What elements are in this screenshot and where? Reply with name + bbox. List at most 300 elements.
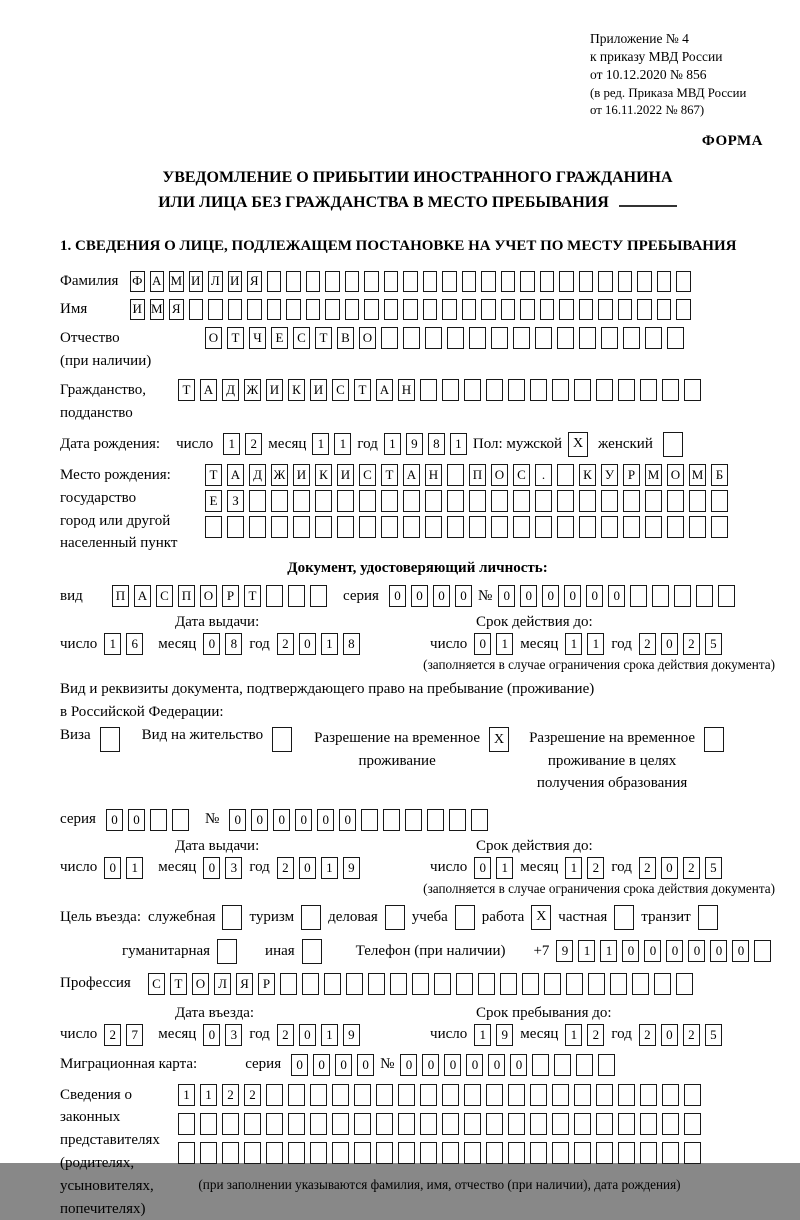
reps-row2-cell[interactable] [530, 1113, 547, 1135]
reps-row1-cell[interactable] [398, 1084, 415, 1106]
id-number-cell[interactable]: 0 [542, 585, 559, 607]
birthplace-row2-cell[interactable] [447, 490, 464, 512]
reps-row3-cell[interactable] [420, 1142, 437, 1164]
stay-day-cell[interactable]: 9 [496, 1024, 513, 1046]
surname-cell[interactable] [306, 271, 321, 292]
birthplace-row3-cell[interactable] [293, 516, 310, 538]
reps-row2-cell[interactable] [442, 1113, 459, 1135]
reps-row1-cell[interactable] [376, 1084, 393, 1106]
reps-row3-cell[interactable] [354, 1142, 371, 1164]
reps-row3-cell[interactable] [640, 1142, 657, 1164]
res-valid-year-cell[interactable]: 2 [639, 857, 656, 879]
birthplace-row1-cell[interactable]: П [469, 464, 486, 486]
name-cell[interactable] [208, 299, 223, 320]
reps-row1-cell[interactable] [288, 1084, 305, 1106]
profession-cell[interactable]: Я [236, 973, 253, 995]
birthplace-row3-cell[interactable] [271, 516, 288, 538]
surname-cell[interactable] [403, 271, 418, 292]
reps-row3-cell[interactable] [464, 1142, 481, 1164]
reps-row2-cell[interactable] [266, 1113, 283, 1135]
res-issue-year-cell[interactable]: 2 [277, 857, 294, 879]
reps-row1-cell[interactable]: 2 [244, 1084, 261, 1106]
reps-row1-cell[interactable] [596, 1084, 613, 1106]
id-number-cell[interactable] [718, 585, 735, 607]
birthplace-row2-cell[interactable] [337, 490, 354, 512]
birthplace-row2-cell[interactable] [469, 490, 486, 512]
birthplace-row1-cell[interactable]: Т [205, 464, 222, 486]
birth-month-cell[interactable]: 1 [334, 433, 351, 455]
profession-cell[interactable] [390, 973, 407, 995]
purpose-work-cell[interactable]: X [531, 905, 551, 930]
entry-year-cell[interactable]: 1 [321, 1024, 338, 1046]
reps-row3-cell[interactable] [178, 1142, 195, 1164]
reps-row1-cell[interactable] [354, 1084, 371, 1106]
name-cell[interactable] [286, 299, 301, 320]
id-valid-day-cell[interactable]: 0 [474, 633, 491, 655]
patronymic-cell[interactable]: Е [271, 327, 288, 349]
citizenship-cell[interactable] [596, 379, 613, 401]
reps-row1-cell[interactable] [486, 1084, 503, 1106]
surname-cell[interactable]: Я [247, 271, 262, 292]
birthplace-row1-cell[interactable]: Ж [271, 464, 288, 486]
profession-cell[interactable] [610, 973, 627, 995]
reps-row1-cell[interactable]: 2 [222, 1084, 239, 1106]
birthplace-row1-cell[interactable]: А [227, 464, 244, 486]
id-series-cell[interactable]: 0 [389, 585, 406, 607]
phone-cell[interactable]: 1 [578, 940, 595, 962]
res-number-cell[interactable]: 0 [339, 809, 356, 831]
profession-cell[interactable] [280, 973, 297, 995]
name-cell[interactable] [423, 299, 438, 320]
id-number-cell[interactable]: 0 [520, 585, 537, 607]
citizenship-cell[interactable] [640, 379, 657, 401]
purpose-transit-cell[interactable] [698, 905, 718, 930]
profession-cell[interactable] [588, 973, 605, 995]
birthplace-row3-cell[interactable] [249, 516, 266, 538]
name-cell[interactable] [228, 299, 243, 320]
res-issue-day-cell[interactable]: 1 [126, 857, 143, 879]
birthplace-row2-cell[interactable] [711, 490, 728, 512]
patronymic-cell[interactable] [601, 327, 618, 349]
res-series-cell[interactable]: 0 [106, 809, 123, 831]
birthplace-row3-cell[interactable] [689, 516, 706, 538]
profession-cell[interactable] [434, 973, 451, 995]
birthplace-row1-cell[interactable]: О [491, 464, 508, 486]
id-series-cell[interactable]: 0 [433, 585, 450, 607]
birthplace-row1-cell[interactable]: Н [425, 464, 442, 486]
reps-row3-cell[interactable] [288, 1142, 305, 1164]
mig-series-cell[interactable]: 0 [313, 1054, 330, 1076]
reps-row2-cell[interactable] [354, 1113, 371, 1135]
surname-cell[interactable]: И [228, 271, 243, 292]
id-number-cell[interactable]: 0 [564, 585, 581, 607]
res-valid-year-cell[interactable]: 0 [661, 857, 678, 879]
id-number-cell[interactable]: 0 [586, 585, 603, 607]
surname-cell[interactable] [345, 271, 360, 292]
purpose-study-cell[interactable] [455, 905, 475, 930]
surname-cell[interactable]: М [169, 271, 184, 292]
patronymic-cell[interactable]: С [293, 327, 310, 349]
birthplace-row3-cell[interactable] [227, 516, 244, 538]
id-valid-month-cell[interactable]: 1 [587, 633, 604, 655]
patronymic-cell[interactable]: В [337, 327, 354, 349]
res-number-cell[interactable] [405, 809, 422, 831]
birthplace-row3-cell[interactable] [667, 516, 684, 538]
reps-row1-cell[interactable] [640, 1084, 657, 1106]
citizenship-cell[interactable] [420, 379, 437, 401]
birthplace-row1-cell[interactable]: Д [249, 464, 266, 486]
patronymic-cell[interactable] [667, 327, 684, 349]
stay-year-cell[interactable]: 5 [705, 1024, 722, 1046]
mig-number-cell[interactable]: 0 [400, 1054, 417, 1076]
reps-row1-cell[interactable] [618, 1084, 635, 1106]
name-cell[interactable] [637, 299, 652, 320]
citizenship-cell[interactable] [508, 379, 525, 401]
id-issue-day-cell[interactable]: 6 [126, 633, 143, 655]
id-series-cell[interactable]: 0 [455, 585, 472, 607]
citizenship-cell[interactable] [530, 379, 547, 401]
profession-cell[interactable] [676, 973, 693, 995]
phone-cell[interactable]: 0 [666, 940, 683, 962]
doc-type-cell[interactable] [288, 585, 305, 607]
patronymic-cell[interactable] [645, 327, 662, 349]
birthplace-row3-cell[interactable] [205, 516, 222, 538]
reps-row1-cell[interactable]: 1 [200, 1084, 217, 1106]
citizenship-cell[interactable] [442, 379, 459, 401]
reps-row3-cell[interactable] [200, 1142, 217, 1164]
birthplace-row3-cell[interactable] [601, 516, 618, 538]
birth-year-cell[interactable]: 1 [450, 433, 467, 455]
birth-year-cell[interactable]: 8 [428, 433, 445, 455]
reps-row3-cell[interactable] [574, 1142, 591, 1164]
doc-type-cell[interactable]: С [156, 585, 173, 607]
res-issue-month-cell[interactable]: 0 [203, 857, 220, 879]
birth-month-cell[interactable]: 1 [312, 433, 329, 455]
patronymic-cell[interactable] [623, 327, 640, 349]
citizenship-cell[interactable]: Т [178, 379, 195, 401]
name-cell[interactable]: И [130, 299, 145, 320]
birth-day-cell[interactable]: 2 [245, 433, 262, 455]
birthplace-row3-cell[interactable] [381, 516, 398, 538]
reps-row3-cell[interactable] [596, 1142, 613, 1164]
reps-row2-cell[interactable] [508, 1113, 525, 1135]
birthplace-row3-cell[interactable] [579, 516, 596, 538]
res-valid-month-cell[interactable]: 2 [587, 857, 604, 879]
birthplace-row2-cell[interactable] [623, 490, 640, 512]
name-cell[interactable]: М [150, 299, 165, 320]
name-cell[interactable] [481, 299, 496, 320]
visa-cell[interactable] [100, 727, 120, 752]
birth-day-cell[interactable]: 1 [223, 433, 240, 455]
id-number-cell[interactable] [630, 585, 647, 607]
patronymic-cell[interactable] [535, 327, 552, 349]
reps-row2-cell[interactable] [200, 1113, 217, 1135]
birthplace-row2-cell[interactable]: З [227, 490, 244, 512]
patronymic-cell[interactable] [491, 327, 508, 349]
patronymic-cell[interactable] [403, 327, 420, 349]
reps-row2-cell[interactable] [464, 1113, 481, 1135]
id-valid-year-cell[interactable]: 0 [661, 633, 678, 655]
birthplace-row2-cell[interactable] [601, 490, 618, 512]
stay-year-cell[interactable]: 0 [661, 1024, 678, 1046]
name-cell[interactable] [345, 299, 360, 320]
birthplace-row3-cell[interactable] [403, 516, 420, 538]
id-series-cell[interactable]: 0 [411, 585, 428, 607]
birthplace-row2-cell[interactable] [579, 490, 596, 512]
surname-cell[interactable] [462, 271, 477, 292]
mig-number-cell[interactable] [532, 1054, 549, 1076]
reps-row3-cell[interactable] [508, 1142, 525, 1164]
res-issue-month-cell[interactable]: 3 [225, 857, 242, 879]
doc-type-cell[interactable]: П [178, 585, 195, 607]
surname-cell[interactable] [501, 271, 516, 292]
temp-residence-cell[interactable]: X [489, 727, 509, 752]
stay-month-cell[interactable]: 1 [565, 1024, 582, 1046]
id-valid-day-cell[interactable]: 1 [496, 633, 513, 655]
birthplace-row2-cell[interactable] [293, 490, 310, 512]
surname-cell[interactable] [481, 271, 496, 292]
phone-cell[interactable]: 0 [622, 940, 639, 962]
surname-cell[interactable] [637, 271, 652, 292]
surname-cell[interactable] [598, 271, 613, 292]
patronymic-cell[interactable] [447, 327, 464, 349]
citizenship-cell[interactable]: И [310, 379, 327, 401]
id-valid-year-cell[interactable]: 2 [683, 633, 700, 655]
citizenship-cell[interactable]: А [376, 379, 393, 401]
reps-row2-cell[interactable] [596, 1113, 613, 1135]
sex-male-cell[interactable]: X [568, 432, 588, 457]
birthplace-row2-cell[interactable] [645, 490, 662, 512]
reps-row3-cell[interactable] [684, 1142, 701, 1164]
entry-year-cell[interactable]: 0 [299, 1024, 316, 1046]
mig-number-cell[interactable] [554, 1054, 571, 1076]
birthplace-row1-cell[interactable]: Б [711, 464, 728, 486]
profession-cell[interactable] [566, 973, 583, 995]
birthplace-row3-cell[interactable] [535, 516, 552, 538]
mig-number-cell[interactable]: 0 [466, 1054, 483, 1076]
surname-cell[interactable]: Л [208, 271, 223, 292]
name-cell[interactable] [442, 299, 457, 320]
profession-cell[interactable] [324, 973, 341, 995]
doc-type-cell[interactable]: Т [244, 585, 261, 607]
birthplace-row1-cell[interactable]: У [601, 464, 618, 486]
res-valid-year-cell[interactable]: 5 [705, 857, 722, 879]
patronymic-cell[interactable]: Т [227, 327, 244, 349]
name-cell[interactable] [403, 299, 418, 320]
surname-cell[interactable] [540, 271, 555, 292]
phone-cell[interactable]: 0 [710, 940, 727, 962]
citizenship-cell[interactable] [662, 379, 679, 401]
name-cell[interactable] [325, 299, 340, 320]
res-issue-year-cell[interactable]: 9 [343, 857, 360, 879]
reps-row2-cell[interactable] [486, 1113, 503, 1135]
reps-row2-cell[interactable] [398, 1113, 415, 1135]
name-cell[interactable]: Я [169, 299, 184, 320]
id-issue-year-cell[interactable]: 8 [343, 633, 360, 655]
res-number-cell[interactable]: 0 [317, 809, 334, 831]
reps-row2-cell[interactable] [662, 1113, 679, 1135]
id-number-cell[interactable] [696, 585, 713, 607]
entry-year-cell[interactable]: 2 [277, 1024, 294, 1046]
birthplace-row3-cell[interactable] [359, 516, 376, 538]
purpose-humanitarian-cell[interactable] [217, 939, 237, 964]
res-issue-day-cell[interactable]: 0 [104, 857, 121, 879]
profession-cell[interactable] [412, 973, 429, 995]
entry-month-cell[interactable]: 0 [203, 1024, 220, 1046]
id-valid-month-cell[interactable]: 1 [565, 633, 582, 655]
reps-row2-cell[interactable] [310, 1113, 327, 1135]
reps-row1-cell[interactable] [662, 1084, 679, 1106]
birthplace-row1-cell[interactable]: К [315, 464, 332, 486]
reps-row1-cell[interactable] [552, 1084, 569, 1106]
profession-cell[interactable] [522, 973, 539, 995]
res-number-cell[interactable]: 0 [229, 809, 246, 831]
surname-cell[interactable] [676, 271, 691, 292]
surname-cell[interactable]: И [189, 271, 204, 292]
birthplace-row2-cell[interactable] [403, 490, 420, 512]
name-cell[interactable] [676, 299, 691, 320]
res-valid-month-cell[interactable]: 1 [565, 857, 582, 879]
citizenship-cell[interactable] [574, 379, 591, 401]
mig-number-cell[interactable]: 0 [422, 1054, 439, 1076]
profession-cell[interactable] [346, 973, 363, 995]
reps-row2-cell[interactable] [574, 1113, 591, 1135]
citizenship-cell[interactable]: Т [354, 379, 371, 401]
name-cell[interactable] [540, 299, 555, 320]
surname-cell[interactable] [579, 271, 594, 292]
reps-row3-cell[interactable] [310, 1142, 327, 1164]
mig-series-cell[interactable]: 0 [291, 1054, 308, 1076]
surname-cell[interactable] [559, 271, 574, 292]
birthplace-row2-cell[interactable]: Е [205, 490, 222, 512]
birthplace-row1-cell[interactable]: Р [623, 464, 640, 486]
surname-cell[interactable] [657, 271, 672, 292]
phone-cell[interactable]: 0 [688, 940, 705, 962]
reps-row1-cell[interactable] [332, 1084, 349, 1106]
citizenship-cell[interactable]: К [288, 379, 305, 401]
entry-day-cell[interactable]: 7 [126, 1024, 143, 1046]
reps-row2-cell[interactable] [684, 1113, 701, 1135]
birthplace-row3-cell[interactable] [469, 516, 486, 538]
id-issue-year-cell[interactable]: 2 [277, 633, 294, 655]
sex-female-cell[interactable] [663, 432, 683, 457]
birthplace-row1-cell[interactable] [557, 464, 574, 486]
name-cell[interactable] [618, 299, 633, 320]
surname-cell[interactable] [267, 271, 282, 292]
profession-cell[interactable] [368, 973, 385, 995]
citizenship-cell[interactable] [618, 379, 635, 401]
purpose-tourism-cell[interactable] [301, 905, 321, 930]
profession-cell[interactable]: С [148, 973, 165, 995]
citizenship-cell[interactable]: С [332, 379, 349, 401]
reps-row3-cell[interactable] [376, 1142, 393, 1164]
entry-year-cell[interactable]: 9 [343, 1024, 360, 1046]
stay-year-cell[interactable]: 2 [639, 1024, 656, 1046]
profession-cell[interactable] [500, 973, 517, 995]
birth-year-cell[interactable]: 9 [406, 433, 423, 455]
birthplace-row3-cell[interactable] [711, 516, 728, 538]
name-cell[interactable] [462, 299, 477, 320]
birthplace-row2-cell[interactable] [535, 490, 552, 512]
id-issue-month-cell[interactable]: 8 [225, 633, 242, 655]
birthplace-row1-cell[interactable]: М [645, 464, 662, 486]
id-issue-month-cell[interactable]: 0 [203, 633, 220, 655]
res-number-cell[interactable]: 0 [251, 809, 268, 831]
patronymic-cell[interactable]: Т [315, 327, 332, 349]
id-issue-day-cell[interactable]: 1 [104, 633, 121, 655]
id-number-cell[interactable]: 0 [608, 585, 625, 607]
profession-cell[interactable] [654, 973, 671, 995]
profession-cell[interactable]: О [192, 973, 209, 995]
birthplace-row2-cell[interactable] [315, 490, 332, 512]
profession-cell[interactable] [632, 973, 649, 995]
phone-cell[interactable]: 0 [732, 940, 749, 962]
res-series-cell[interactable] [150, 809, 167, 831]
res-issue-year-cell[interactable]: 1 [321, 857, 338, 879]
reps-row2-cell[interactable] [420, 1113, 437, 1135]
reps-row3-cell[interactable] [552, 1142, 569, 1164]
surname-cell[interactable] [286, 271, 301, 292]
temp-residence-edu-cell[interactable] [704, 727, 724, 752]
name-cell[interactable] [579, 299, 594, 320]
reps-row2-cell[interactable] [222, 1113, 239, 1135]
birthplace-row1-cell[interactable]: М [689, 464, 706, 486]
citizenship-cell[interactable]: И [266, 379, 283, 401]
patronymic-cell[interactable] [381, 327, 398, 349]
reps-row2-cell[interactable] [640, 1113, 657, 1135]
entry-day-cell[interactable]: 2 [104, 1024, 121, 1046]
patronymic-cell[interactable] [557, 327, 574, 349]
res-number-cell[interactable]: 0 [295, 809, 312, 831]
surname-cell[interactable] [325, 271, 340, 292]
reps-row3-cell[interactable] [266, 1142, 283, 1164]
surname-cell[interactable] [364, 271, 379, 292]
patronymic-cell[interactable]: О [205, 327, 222, 349]
birthplace-row3-cell[interactable] [645, 516, 662, 538]
birthplace-row2-cell[interactable] [249, 490, 266, 512]
profession-cell[interactable] [302, 973, 319, 995]
patronymic-cell[interactable]: О [359, 327, 376, 349]
name-cell[interactable] [598, 299, 613, 320]
name-cell[interactable] [189, 299, 204, 320]
id-number-cell[interactable] [652, 585, 669, 607]
birthplace-row3-cell[interactable] [513, 516, 530, 538]
residence-permit-cell[interactable] [272, 727, 292, 752]
name-cell[interactable] [364, 299, 379, 320]
birthplace-row1-cell[interactable] [447, 464, 464, 486]
doc-type-cell[interactable] [266, 585, 283, 607]
birthplace-row2-cell[interactable] [513, 490, 530, 512]
citizenship-cell[interactable] [552, 379, 569, 401]
res-number-cell[interactable] [471, 809, 488, 831]
purpose-private-cell[interactable] [614, 905, 634, 930]
patronymic-cell[interactable]: Ч [249, 327, 266, 349]
reps-row2-cell[interactable] [552, 1113, 569, 1135]
birthplace-row1-cell[interactable]: А [403, 464, 420, 486]
reps-row1-cell[interactable] [420, 1084, 437, 1106]
surname-cell[interactable]: Ф [130, 271, 145, 292]
profession-cell[interactable] [544, 973, 561, 995]
citizenship-cell[interactable]: Д [222, 379, 239, 401]
birthplace-row1-cell[interactable]: И [337, 464, 354, 486]
birthplace-row3-cell[interactable] [425, 516, 442, 538]
doc-type-cell[interactable] [310, 585, 327, 607]
phone-cell[interactable]: 1 [600, 940, 617, 962]
res-valid-year-cell[interactable]: 2 [683, 857, 700, 879]
mig-number-cell[interactable] [598, 1054, 615, 1076]
patronymic-cell[interactable] [579, 327, 596, 349]
doc-type-cell[interactable]: А [134, 585, 151, 607]
